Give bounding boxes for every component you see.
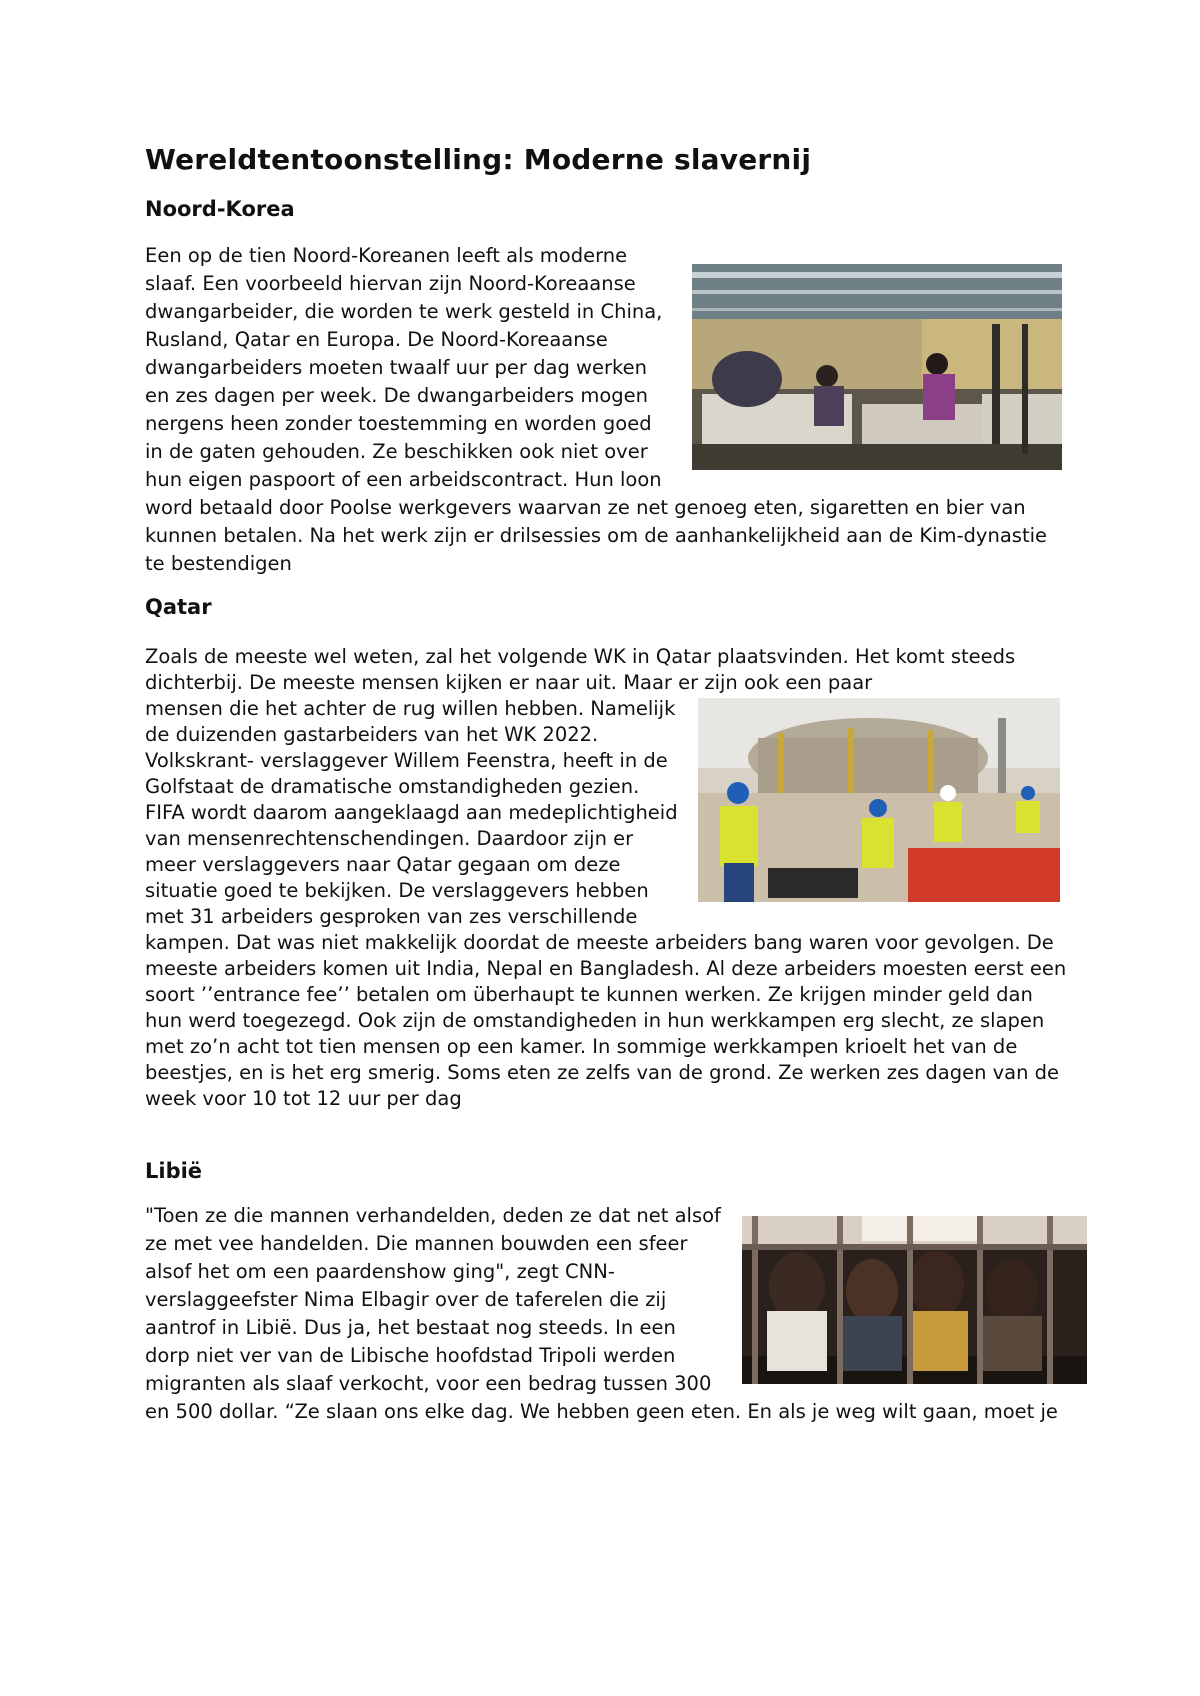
stadium-construction-workers-photo bbox=[698, 698, 1060, 902]
document-body bbox=[145, 140, 1070, 1426]
section-text-qatar: mensen die het achter de rug willen hebben. Namelijk de duizenden gastarbeiders van het WK 2022. Volkskrant- verslaggever Willem Feenstra, heeft in de Golfstaat de dramatische omstandigheden gezien. FIFA wordt daarom aangeklaagd aan medeplichtigheid van mensenrechtenschendingen. Daardoor zijn er meer verslaggevers naar Qatar gegaan om deze situatie goed te bekijken. De verslaggevers hebben met 31 arbeiders gesproken van zes verschillende kampen. Dat was niet makkelijk doordat de meeste arbeiders bang waren voor gevolgen. De meeste arbeiders komen uit India, Nepal en Bangladesh. Al deze arbeiders moesten eerst een soort ’’entrance fee’’ betalen om überhaupt te kunnen werken. Ze krijgen minder geld dan hun werd toegezegd. Ook zijn de omstandigheden in hun werkkampen erg slecht, ze slapen met zo’n acht tot tien mensen op een kamer. In sommige werkkampen krioelt het van de beestjes, en is het erg smerig. Soms eten ze zelfs van de grond. Ze werken zes dagen van de week voor 10 tot 12 uur per dag bbox=[145, 697, 1067, 1110]
section-heading-qatar: Qatar bbox=[145, 595, 212, 619]
section-intro-qatar: Zoals de meeste wel weten, zal het volgende WK in Qatar plaatsvinden. Het komt steeds dichterbij. De meeste mensen kijken er naar uit. Maar er zijn ook een paar bbox=[145, 645, 1016, 694]
section-heading-noord-korea: Noord-Korea bbox=[145, 197, 295, 221]
section-text-noord-korea: Een op de tien Noord-Koreanen leeft als moderne slaaf. Een voorbeeld hiervan zijn Noord-Koreaanse dwangarbeider, die worden te werk gesteld in China, Rusland, Qatar en Europa. De Noord-Koreaanse dwangarbeiders moeten twaalf uur per dag werken en zes dagen per week. De dwangarbeiders mogen nergens heen zonder toestemming en worden goed in de gaten gehouden. Ze beschikken ook niet over hun eigen paspoort of een arbeidscontract. Hun loon word betaald door Poolse werkgevers waarvan ze net genoeg eten, sigaretten en bier van kunnen betalen. Na het werk zijn er drilsessies om de aanhankelijkheid aan de Kim-dynastie te bestendigen bbox=[145, 244, 1047, 575]
page-title: Wereldtentoonstelling: Moderne slavernij bbox=[145, 143, 812, 176]
section-heading-libie: Libië bbox=[145, 1159, 203, 1183]
sewing-workshop-photo bbox=[692, 264, 1062, 470]
section-text-libie: "Toen ze die mannen verhandelden, deden ze dat net alsof ze met vee handelden. Die mannen bouwden een sfeer alsof het om een paardenshow ging", zegt CNN-verslaggeefster Nima Elbagir over de taferelen die zij aantrof in Libië. Dus ja, het bestaat nog steeds. In een dorp niet ver van de Libische hoofdstad Tripoli werden migranten als slaaf verkocht, voor een bedrag tussen 300 en 500 dollar. “Ze slaan ons elke dag. We hebben geen eten. En als je weg wilt gaan, moet je bbox=[145, 1204, 1058, 1423]
migrants-behind-bars-photo bbox=[742, 1216, 1087, 1384]
